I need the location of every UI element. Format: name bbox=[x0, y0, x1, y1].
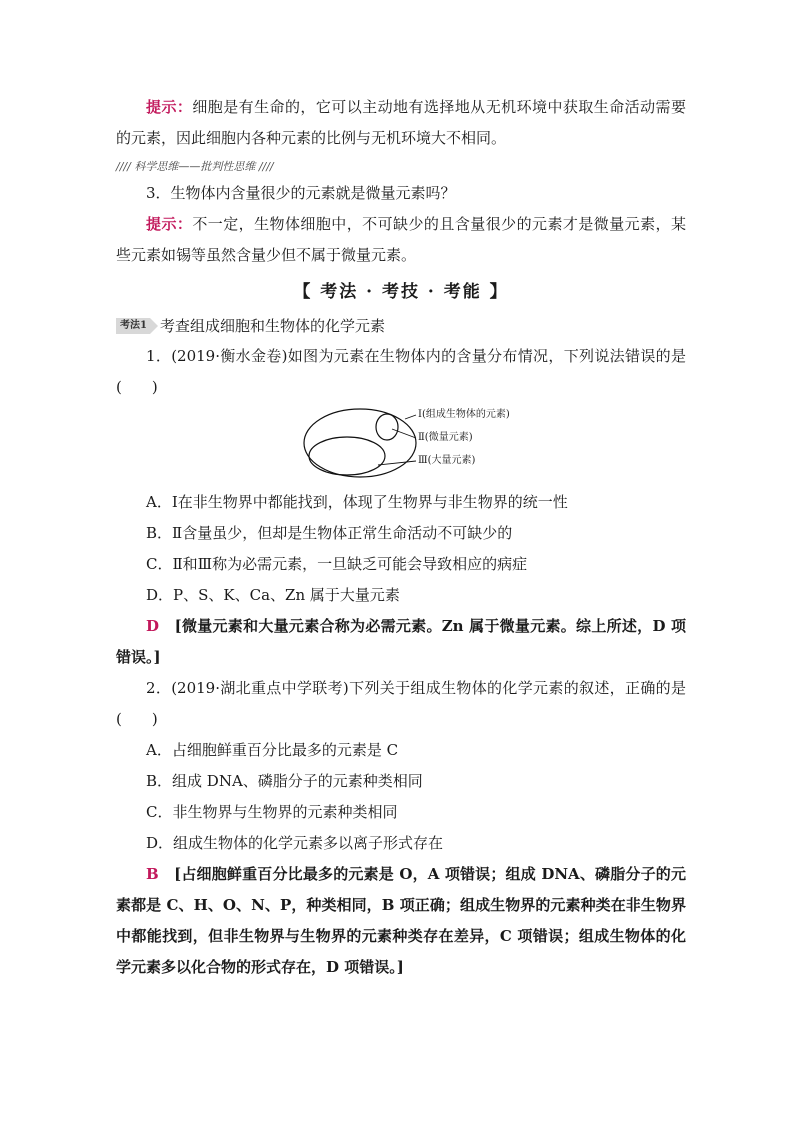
q1-option-a: A．Ⅰ在非生物界中都能找到，体现了生物界与非生物界的统一性 bbox=[146, 493, 568, 511]
venn-diagram bbox=[116, 405, 686, 483]
hint-text: 不一定，生物体细胞中，不可缺少的且含量很少的元素才是微量元素，某些元素如锡等虽然含量少但不属于微量元素。 bbox=[116, 215, 686, 264]
method-heading bbox=[116, 311, 686, 341]
thinking-tag: //// 科学思维——批判性思维 //// bbox=[116, 160, 274, 173]
answer-letter: B bbox=[146, 865, 159, 883]
question-3: 3．生物体内含量很少的元素就是微量元素吗？ bbox=[146, 184, 456, 202]
q2-option-d: D．组成生物体的化学元素多以离子形式存在 bbox=[146, 834, 444, 852]
q1-option-d: D．P、S、K、Ca、Zn 属于大量元素 bbox=[146, 586, 400, 604]
answer-explanation: [微量元素和大量元素合称为必需元素。Zn 属于微量元素。综上所述，D 项错误。] bbox=[116, 617, 686, 666]
method-title: 考查组成细胞和生物体的化学元素 bbox=[159, 317, 385, 335]
method-badge: 考法1 bbox=[116, 318, 150, 334]
label-I: Ⅰ(组成生物体的元素) bbox=[418, 409, 510, 420]
leader-I bbox=[405, 415, 416, 419]
q2-option-a: A．占细胞鲜重百分比最多的元素是 C bbox=[146, 741, 399, 759]
hint-text: 细胞是有生命的，它可以主动地有选择地从无机环境中获取生命活动需要的元素，因此细胞内各种元素的比例与无机环境大不相同。 bbox=[116, 98, 686, 147]
q2-option-b: B．组成 DNA、磷脂分子的元素种类相同 bbox=[146, 772, 423, 790]
hint-label: 提示： bbox=[146, 215, 193, 233]
q2-answer bbox=[116, 859, 686, 983]
q1-option-b: B．Ⅱ含量虽少，但却是生物体正常生命活动不可缺少的 bbox=[146, 524, 513, 542]
question-2-stem: 2．(2019·湖北重点中学联考)下列关于组成生物体的化学元素的叙述，正确的是( ) bbox=[116, 679, 686, 728]
label-II: Ⅱ(微量元素) bbox=[418, 432, 473, 443]
question-1-stem: 1．(2019·衡水金卷)如图为元素在生物体内的含量分布情况，下列说法错误的是( ) bbox=[116, 347, 686, 396]
q2-option-c: C．非生物界与生物界的元素种类相同 bbox=[146, 803, 398, 821]
section-title: 【 考法 · 考技 · 考能 】 bbox=[293, 282, 509, 302]
ellipse-I bbox=[304, 409, 416, 477]
ellipse-II bbox=[376, 414, 398, 440]
ellipse-III bbox=[309, 437, 385, 475]
answer-explanation: [占细胞鲜重百分比最多的元素是 O，A 项错误；组成 DNA、磷脂分子的元素都是 C、H、O、N、P，种类相同，B 项正确；组成生物界的元素种类在非生物界中都能找到，但非生物界与生物界的元素种类存在差异，C 项错误；组成生物体的化学元素多以化合物的形式存在，D 项错误。] bbox=[116, 865, 686, 976]
q1-option-c: C．Ⅱ和Ⅲ称为必需元素，一旦缺乏可能会导致相应的病症 bbox=[146, 555, 528, 573]
q1-answer bbox=[116, 611, 686, 673]
page-content bbox=[116, 92, 686, 983]
label-III: Ⅲ(大量元素) bbox=[418, 455, 476, 466]
answer-letter: D bbox=[146, 617, 160, 635]
hint-paragraph-3 bbox=[116, 209, 686, 271]
hint-paragraph-1 bbox=[116, 92, 686, 154]
hint-label: 提示： bbox=[146, 98, 193, 116]
